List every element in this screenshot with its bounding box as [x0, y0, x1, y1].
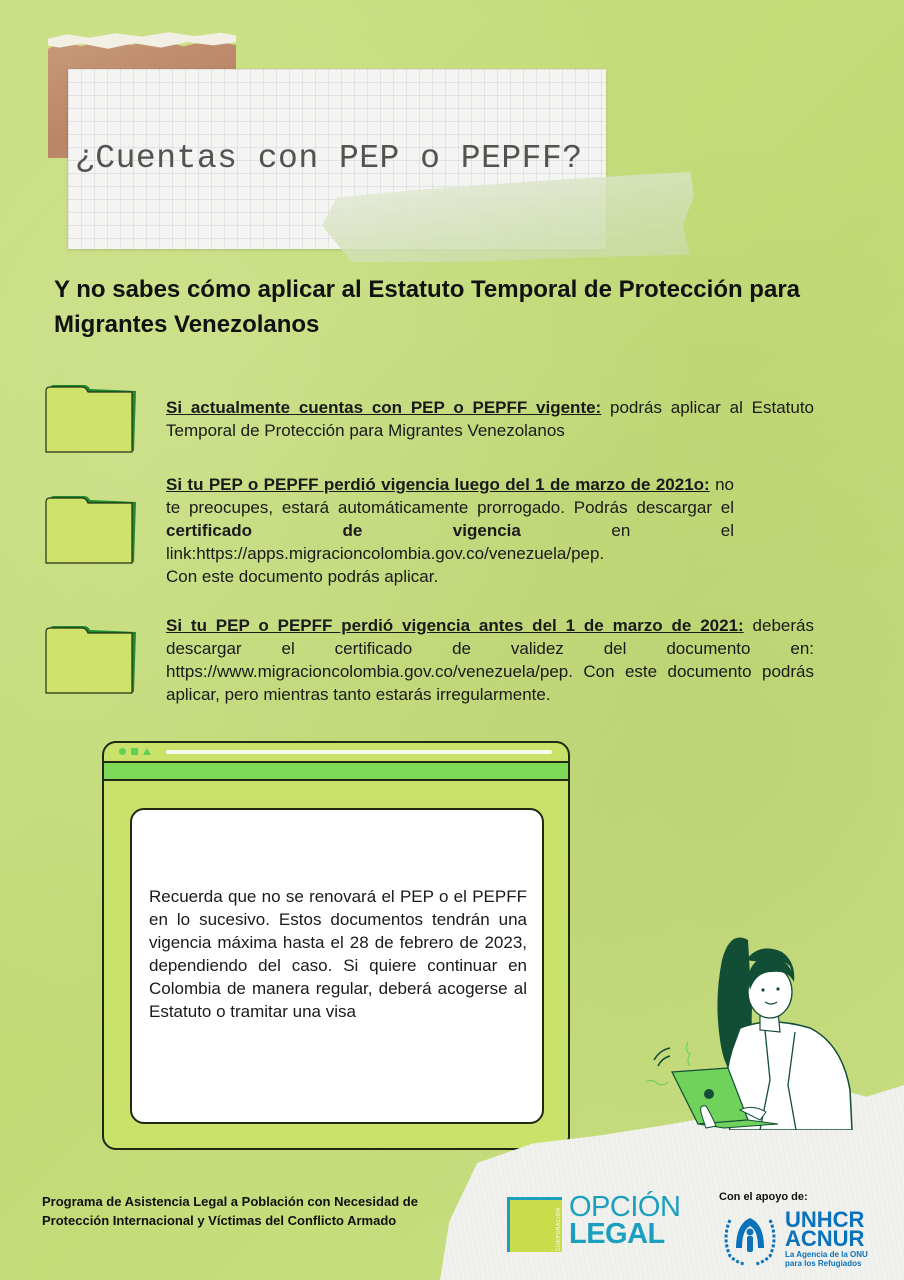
page-title: ¿Cuentas con PEP o PEPFF?	[75, 140, 583, 177]
support-label: Con el apoyo de:	[719, 1191, 808, 1203]
folder-icon	[44, 624, 138, 694]
unhcr-name: UNHCR	[785, 1207, 865, 1232]
item-3-body: deberás descargar el certificado de validez del documento en: https://www.migracioncolombia.gov.co/venezuela/pep. Con este documento podrás aplicar, pero mientras tanto estarás irregularmente.	[166, 616, 814, 704]
unhcr-emblem-icon	[720, 1210, 780, 1266]
circle-icon	[119, 748, 126, 755]
item-2-lead: Si tu PEP o PEPFF perdió vigencia luego del 1 de marzo de 2021o:	[166, 475, 710, 494]
browser-titlebar	[104, 743, 568, 761]
address-bar	[166, 750, 552, 754]
folder-icon	[44, 494, 138, 564]
certificate-term: certificado de vigencia	[166, 521, 521, 540]
window-controls	[119, 748, 151, 755]
browser-tab-bar	[104, 761, 568, 781]
opcion-legal-corp-label: CORPORACIÓN	[556, 1207, 562, 1251]
acnur-name: ACNUR	[785, 1226, 865, 1251]
item-1-lead: Si actualmente cuentas con PEP o PEPFF vigente:	[166, 398, 602, 417]
folder-icon	[44, 383, 138, 453]
triangle-icon	[143, 748, 151, 755]
opcion-legal-wordmark-top: OPCIÓN	[569, 1191, 681, 1223]
subtitle: Y no sabes cómo aplicar al Estatuto Temporal de Protección para Migrantes Venezolanos	[54, 276, 801, 338]
item-3-lead: Si tu PEP o PEPFF perdió vigencia antes del 1 de marzo de 2021:	[166, 616, 744, 635]
unhcr-tagline	[785, 1250, 868, 1268]
unhcr-logo	[720, 1208, 890, 1270]
item-2-body: no te preocupes, estará automáticamente prorrogado. Podrás descargar el	[166, 475, 734, 517]
folder-icon-graphic	[44, 383, 138, 453]
item-1-body: podrás aplicar al Estatuto Temporal de Protección para Migrantes Venezolanos	[166, 398, 814, 440]
character-graphic	[620, 920, 870, 1130]
program-description: Programa de Asistencia Legal a Población con Necesidad de Protección Internacional y Víctimas del Conflicto Armado	[42, 1194, 418, 1228]
woman-with-laptop-illustration	[620, 920, 870, 1130]
item-2-closing: Con este documento podrás aplicar.	[166, 567, 439, 586]
opcion-legal-logo-mark	[507, 1197, 562, 1252]
square-icon	[131, 748, 138, 755]
item-3-text	[166, 614, 814, 706]
unhcr-tagline-line-1: La Agencia de la ONU	[785, 1250, 868, 1259]
folder-icon-graphic	[44, 624, 138, 694]
folder-icon-graphic	[44, 494, 138, 564]
opcion-legal-logo	[507, 1193, 697, 1253]
note-text: Recuerda que no se renovará el PEP o el PEPFF en lo sucesivo. Estos documentos tendrán una vigencia máxima hasta el 28 de febrero de 2023, dependiendo del caso. Si quiere continuar en Colombia de manera regular, deberá acogerse al Estatuto o tramitar una visa	[149, 887, 527, 1021]
item-2-link-text[interactable]: en el link:https://apps.migracioncolombia.gov.co/venezuela/pep.	[166, 521, 735, 563]
item-2-text	[166, 473, 734, 588]
item-1-text	[166, 396, 814, 442]
browser-window-frame	[102, 741, 570, 1150]
opcion-legal-wordmark-bottom: LEGAL	[569, 1218, 665, 1250]
unhcr-tagline-line-2: para los Refugiados	[785, 1259, 862, 1268]
note-card	[130, 808, 544, 1124]
